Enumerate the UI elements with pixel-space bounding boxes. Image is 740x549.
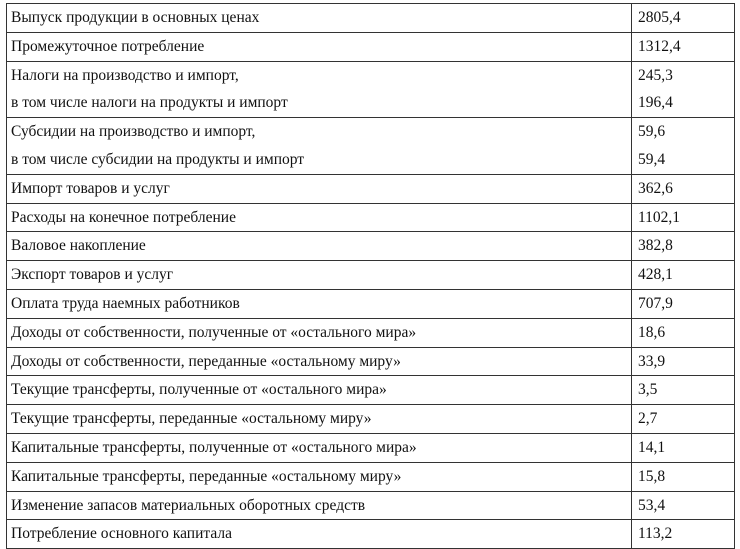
row-label: Выпуск продукции в основных ценах	[7, 4, 632, 33]
table-row	[7, 462, 735, 491]
row-value: 59,6	[638, 123, 666, 141]
table-row	[7, 32, 735, 61]
row-value: 53,4	[632, 491, 735, 520]
row-label: Капитальные трансферты, переданные «остальному миру»	[7, 462, 632, 491]
row-label: Промежуточное потребление	[7, 32, 632, 61]
row-label: Налоги на производство и импорт,	[11, 66, 239, 84]
row-value: 1102,1	[632, 203, 735, 232]
table-row	[7, 433, 735, 462]
row-value: 113,2	[632, 520, 735, 549]
table-row	[7, 174, 735, 203]
table-row	[7, 347, 735, 376]
row-value: 428,1	[632, 261, 735, 290]
row-value: 245,3	[638, 66, 673, 84]
row-value: 2,7	[632, 405, 735, 434]
row-label: Текущие трансферты, переданные «остальному миру»	[7, 405, 632, 434]
row-value: 2805,4	[632, 4, 735, 33]
row-sub-label: в том числе субсидии на продукты и импорт	[11, 150, 305, 168]
data-table	[6, 3, 735, 549]
table-row	[7, 405, 735, 434]
row-label: Оплата труда наемных работников	[7, 289, 632, 318]
row-value: 707,9	[632, 289, 735, 318]
row-label: Субсидии на производство и импорт,	[11, 123, 256, 141]
table-row	[7, 318, 735, 347]
table-row	[7, 203, 735, 232]
row-value: 14,1	[632, 433, 735, 462]
table-row	[7, 4, 735, 33]
table-row	[7, 289, 735, 318]
row-value: 362,6	[632, 174, 735, 203]
row-label: Потребление основного капитала	[7, 520, 632, 549]
table-row	[7, 61, 735, 118]
table-row	[7, 376, 735, 405]
row-label: Изменение запасов материальных оборотных средств	[7, 491, 632, 520]
row-label-cell	[7, 118, 632, 175]
table-row	[7, 520, 735, 549]
row-value: 18,6	[632, 318, 735, 347]
row-label: Расходы на конечное потребление	[7, 203, 632, 232]
row-value: 382,8	[632, 232, 735, 261]
row-value: 1312,4	[632, 32, 735, 61]
row-value-cell	[632, 118, 735, 175]
table-row	[7, 232, 735, 261]
row-value: 33,9	[632, 347, 735, 376]
row-label: Экспорт товаров и услуг	[7, 261, 632, 290]
row-label-cell	[7, 61, 632, 118]
row-value-cell	[632, 61, 735, 118]
table-row	[7, 261, 735, 290]
row-label: Капитальные трансферты, полученные от «остального мира»	[7, 433, 632, 462]
row-label: Доходы от собственности, полученные от «остального мира»	[7, 318, 632, 347]
table-row	[7, 491, 735, 520]
row-value: 3,5	[632, 376, 735, 405]
row-label: Валовое накопление	[7, 232, 632, 261]
row-sub-value: 196,4	[638, 94, 673, 112]
row-sub-value: 59,4	[638, 150, 666, 168]
row-label: Текущие трансферты, полученные от «остального мира»	[7, 376, 632, 405]
row-value: 15,8	[632, 462, 735, 491]
row-sub-label: в том числе налоги на продукты и импорт	[11, 94, 288, 112]
row-label: Доходы от собственности, переданные «остальному миру»	[7, 347, 632, 376]
table-row	[7, 118, 735, 175]
row-label: Импорт товаров и услуг	[7, 174, 632, 203]
